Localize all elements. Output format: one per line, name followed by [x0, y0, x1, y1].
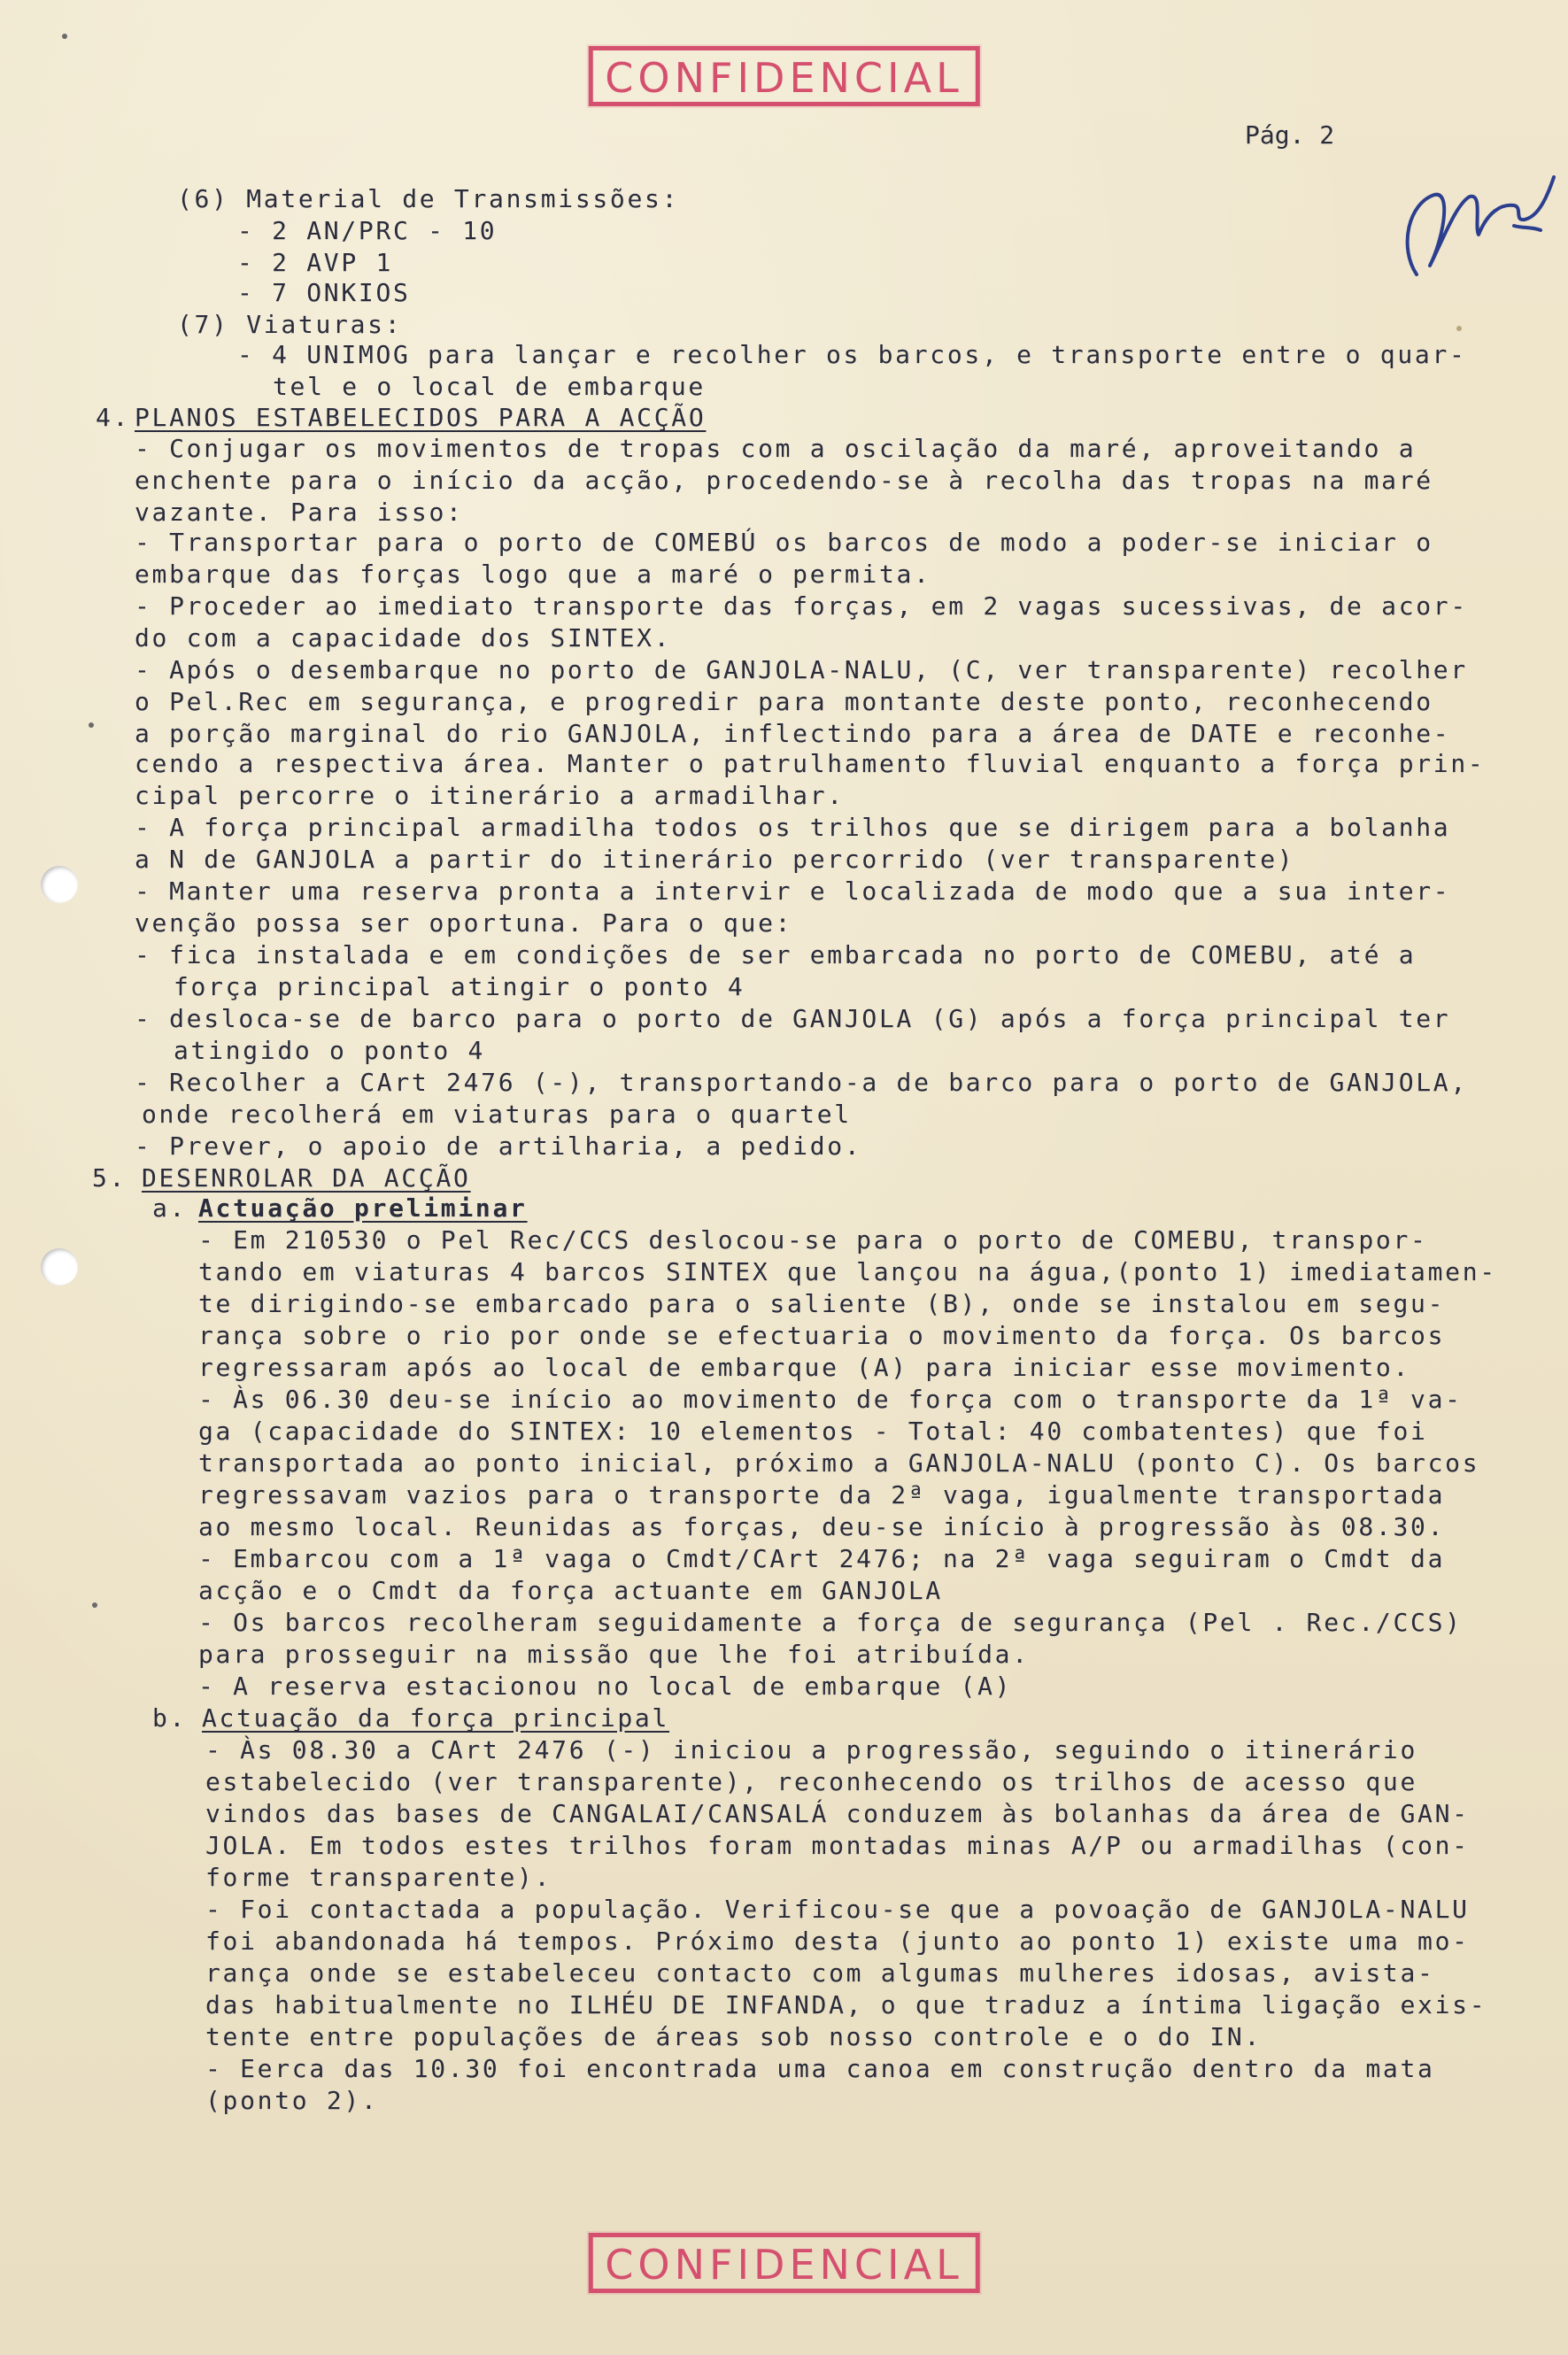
section-4-line: o Pel.Rec em segurança, e progredir para montante deste ponto, reconhecendo [135, 687, 1433, 716]
section-4-line: a porção marginal do rio GANJOLA, inflectindo para a área de DATE e reconhe- [135, 719, 1451, 748]
sub-a-line: - Embarcou com a 1ª vaga o Cmdt/CArt 2476; na 2ª vaga seguiram o Cmdt da [198, 1544, 1446, 1573]
punch-hole-lower [41, 1248, 78, 1286]
section-4-line: - Após o desembarque no porto de GANJOLA-NALU, (C, ver transparente) recolher [135, 655, 1468, 684]
paper-speck [62, 34, 67, 39]
section-4-line: - Proceder ao imediato transporte das forças, em 2 vagas sucessivas, de acor- [135, 591, 1468, 621]
sub-b-line: - Foi contactada a população. Verificou-se que a povoação de GANJOLA-NALU [205, 1895, 1470, 1924]
section-6-heading: (6) Material de Transmissões: [177, 184, 680, 213]
sub-a-line: - Os barcos recolheram seguidamente a força de segurança (Pel . Rec./CCS) [198, 1608, 1463, 1637]
section-4-line: - Recolher a CArt 2476 (-), transportando-a de barco para o porto de GANJOLA, [135, 1068, 1468, 1097]
paper-speck [1456, 326, 1462, 331]
section-4-line: venção possa ser oportuna. Para o que: [135, 908, 793, 938]
confidential-stamp-top: CONFIDENCIAL [588, 46, 979, 106]
sub-a-line: para prosseguir na missão que lhe foi atribuída. [198, 1640, 1030, 1669]
section-4-line: cipal percorre o itinerário a armadilhar. [135, 781, 845, 810]
sub-b-line: tente entre populações de áreas sob nosso controle e o do IN. [205, 2022, 1263, 2051]
section-4-line: - desloca-se de barco para o porto de GANJOLA (G) após a força principal ter [135, 1004, 1451, 1033]
section-4-line: - Prever, o apoio de artilharia, a pedido. [135, 1131, 862, 1161]
section-4-line: - Manter uma reserva pronta a intervir e localizada de modo que a sua inter- [135, 876, 1451, 906]
sub-b-title: Actuação da força principal [202, 1703, 670, 1733]
section-4-line: atingido o ponto 4 [174, 1036, 486, 1065]
section-4-line: força principal atingir o ponto 4 [174, 972, 745, 1001]
section-7-item: - 4 UNIMOG para lançar e recolher os barcos, e transporte entre o quar- [237, 340, 1467, 369]
section-4-line: a N de GANJOLA a partir do itinerário percorrido (ver transparente) [135, 845, 1295, 874]
sub-a-line: - Às 06.30 deu-se início ao movimento de força com o transporte da 1ª va- [198, 1385, 1463, 1414]
page-number: Pág. 2 [1245, 120, 1335, 150]
section-4-line: cendo a respectiva área. Manter o patrulhamento fluvial enquanto a força prin- [135, 749, 1486, 778]
section-5-title: DESENROLAR DA ACÇÃO [142, 1163, 471, 1193]
section-4-number: 4. [96, 403, 131, 432]
sub-b-line: rança onde se estabeleceu contacto com algumas mulheres idosas, avista- [205, 1958, 1435, 1988]
section-4-line: - fica instalada e em condições de ser embarcada no porto de COMEBU, até a [135, 940, 1417, 969]
section-4-line: embarque das forças logo que a maré o permita. [135, 560, 931, 589]
section-7-item: tel e o local de embarque [273, 372, 706, 401]
section-4-line: vazante. Para isso: [135, 498, 464, 527]
section-4-line: - Transportar para o porto de COMEBÚ os barcos de modo a poder-se iniciar o [135, 528, 1433, 557]
sub-b-line: JOLA. Em todos estes trilhos foram montadas minas A/P ou armadilhas (con- [205, 1831, 1470, 1860]
section-4-line: - Conjugar os movimentos de tropas com a oscilação da maré, aproveitando a [135, 434, 1417, 463]
paper-speck [92, 1602, 97, 1608]
sub-a-line: regressaram após ao local de embarque (A) para iniciar esse movimento. [198, 1353, 1411, 1382]
section-7-heading: (7) Viaturas: [177, 310, 403, 339]
sub-a-line: transportada ao ponto inicial, próximo a GANJOLA-NALU (ponto C). Os barcos [198, 1448, 1480, 1478]
punch-hole-upper [41, 866, 78, 903]
handwritten-signature [1381, 142, 1558, 292]
section-6-item: - 2 AVP 1 [237, 248, 394, 277]
sub-a-line: tando em viaturas 4 barcos SINTEX que lançou na água,(ponto 1) imediatamen- [198, 1257, 1497, 1286]
sub-a-line: rança sobre o rio por onde se efectuaria o movimento da força. Os barcos [198, 1321, 1446, 1350]
sub-a-line: regressavam vazios para o transporte da 2ª vaga, igualmente transportada [198, 1480, 1446, 1510]
section-4-line: - A força principal armadilha todos os trilhos que se dirigem para a bolanha [135, 813, 1451, 842]
section-6-item: - 2 AN/PRC - 10 [237, 216, 498, 245]
sub-a-title: Actuação preliminar [198, 1193, 528, 1223]
sub-a-line: acção e o Cmdt da força actuante em GANJOLA [198, 1576, 943, 1605]
sub-b-line: (ponto 2). [205, 2086, 379, 2115]
section-5-number: 5. [92, 1163, 127, 1193]
paper-speck [89, 722, 94, 728]
section-4-line: enchente para o início da acção, procedendo-se à recolha das tropas na maré [135, 466, 1433, 495]
sub-a-line: - Em 210530 o Pel Rec/CCS deslocou-se para o porto de COMEBU, transpor- [198, 1225, 1428, 1255]
sub-b-line: foi abandonada há tempos. Próximo desta (junto ao ponto 1) existe uma mo- [205, 1926, 1470, 1956]
sub-a-line: ao mesmo local. Reunidas as forças, deu-se início à progressão às 08.30. [198, 1512, 1446, 1541]
sub-b-line: das habitualmente no ILHÉU DE INFANDA, o que traduz a íntima ligação exis- [205, 1990, 1487, 2019]
sub-b-line: vindos das bases de CANGALAI/CANSALÁ conduzem às bolanhas da área de GAN- [205, 1799, 1470, 1828]
section-4-title: PLANOS ESTABELECIDOS PARA A ACÇÃO [135, 403, 707, 432]
section-4-line: do com a capacidade dos SINTEX. [135, 623, 672, 652]
sub-a-line: ga (capacidade do SINTEX: 10 elementos - Total: 40 combatentes) que foi [198, 1417, 1428, 1446]
sub-a-letter: a. [152, 1193, 188, 1223]
sub-b-line: forme transparente). [205, 1863, 552, 1892]
section-6-item: - 7 ONKIOS [237, 278, 411, 307]
sub-b-line: estabelecido (ver transparente), reconhecendo os trilhos de acesso que [205, 1767, 1418, 1796]
sub-b-line: - Eerca das 10.30 foi encontrada uma canoa em construção dentro da mata [205, 2054, 1435, 2083]
sub-a-line: te dirigindo-se embarcado para o saliente (B), onde se instalou em segu- [198, 1289, 1446, 1318]
sub-a-line: - A reserva estacionou no local de embarque (A) [198, 1672, 1013, 1701]
confidential-stamp-bottom: CONFIDENCIAL [588, 2233, 979, 2293]
section-4-line: onde recolherá em viaturas para o quartel [142, 1100, 852, 1129]
sub-b-line: - Às 08.30 a CArt 2476 (-) iniciou a progressão, seguindo o itinerário [205, 1735, 1418, 1764]
sub-b-letter: b. [152, 1703, 188, 1733]
